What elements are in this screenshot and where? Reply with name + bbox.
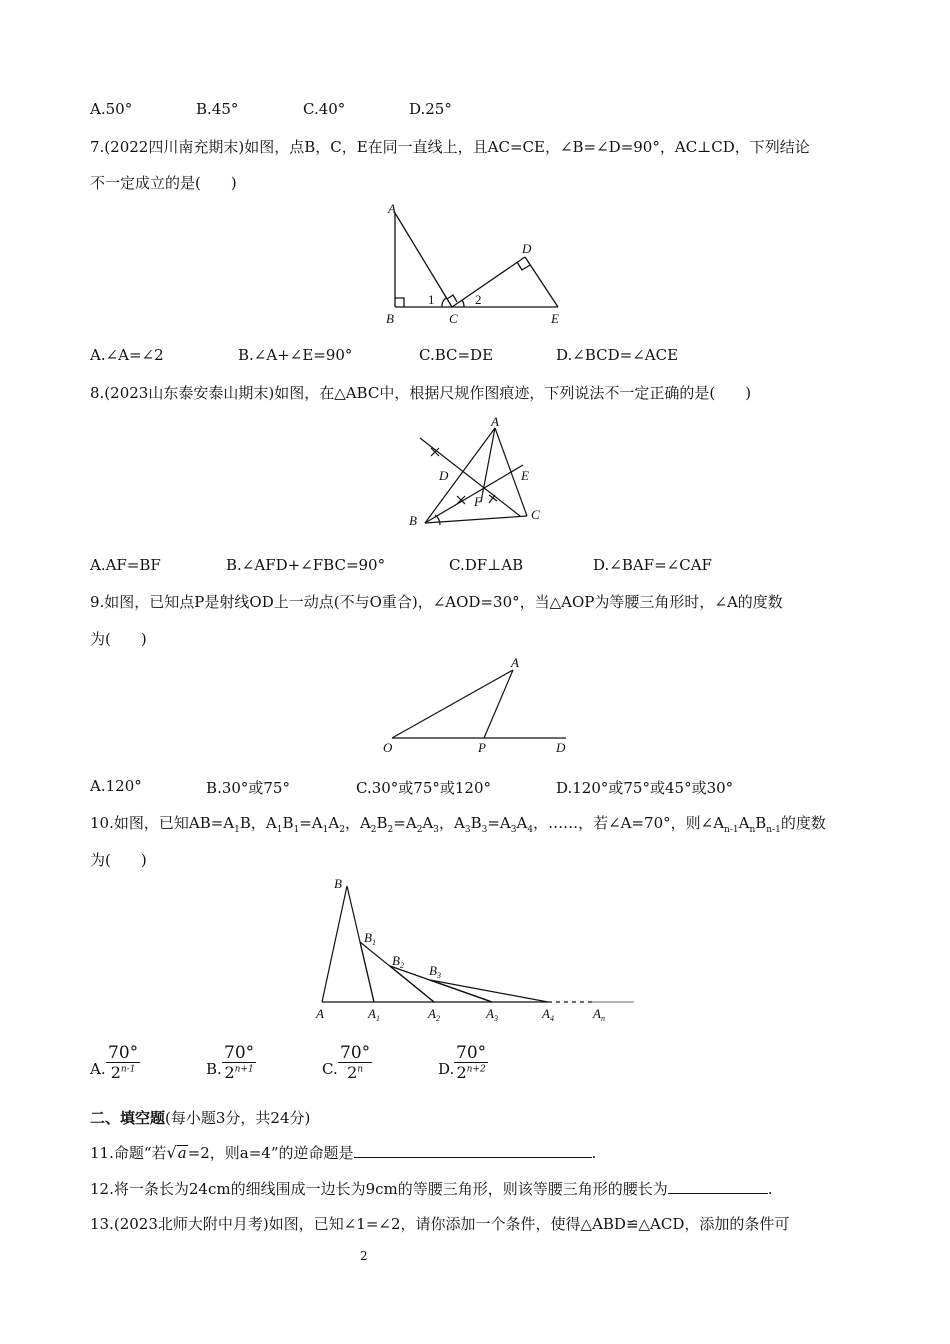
q9-option-d: D.120°或75°或45°或30° <box>556 779 734 797</box>
q7-option-c: C.BC=DE <box>419 346 494 364</box>
q10-option-a-prefix: A. <box>90 1060 106 1078</box>
q8-label-f: F <box>474 494 482 509</box>
q10-stem-line1: 10.如图，已知$AB=A_1B$，$A_1B_1=A_1A_2$，$A_2B_2=A_2A_3$，$A_3B_3=A_3A_4$，……，若∠A=70°，则$\angle A_{n-1}A_nB_{n-1}$的度数 <box>90 814 826 835</box>
q6-option-b: B.45° <box>196 100 239 118</box>
page-number: 2 <box>360 1249 368 1263</box>
q6-option-c: C.40° <box>303 100 346 118</box>
q10-label-a4: $A_4$ <box>542 1006 554 1023</box>
q7-label-angle2: 2 <box>475 292 482 307</box>
q12: 12.将一条长为24cm的细线围成一边长为9cm的等腰三角形，则该等腰三角形的腰长为 . <box>90 1180 773 1198</box>
q12-answer-blank[interactable] <box>668 1179 768 1194</box>
q10-figure <box>312 874 642 1024</box>
q8-label-d: D <box>439 468 449 483</box>
q7-stem-line2: 不一定成立的是( ) <box>90 174 237 192</box>
q10-label-an: $A_n$ <box>593 1006 605 1023</box>
q9-option-b: B.30°或75° <box>206 779 290 797</box>
q8-label-c: C <box>531 507 540 522</box>
q9-option-a: A.120° <box>90 777 142 795</box>
q8-option-c: C.DF⊥AB <box>449 556 524 574</box>
q8-option-d: D.∠BAF=∠CAF <box>593 556 712 574</box>
q10-label-b2: $B_2$ <box>392 953 404 970</box>
q7-label-c: C <box>449 311 458 326</box>
q10-option-d-fraction: $\frac{70^\circ}{2^{n+2}}$ <box>456 1043 487 1082</box>
q7-stem-line1: 7.(2022四川南充期末)如图，点B，C，E在同一直线上，且AC=CE，∠B=∠D=90°，AC⊥CD，下列结论 <box>90 138 810 156</box>
q10-option-c-fraction: $\frac{70^\circ}{2^n}$ <box>340 1043 371 1082</box>
q10-option-c-prefix: C. <box>322 1060 338 1078</box>
q6-option-d: D.25° <box>409 100 452 118</box>
q10-option-b-fraction: $\frac{70^\circ}{2^{n+1}}$ <box>224 1043 255 1082</box>
q7-figure <box>380 195 570 330</box>
q8-figure <box>405 414 555 533</box>
q7-label-b: B <box>386 311 394 326</box>
q7-option-a: A.∠A=∠2 <box>90 346 164 364</box>
q7-label-d: D <box>522 241 532 256</box>
q10-label-b1: $B_1$ <box>364 930 376 947</box>
q11: 11.命题“若√a=2，则a=4”的逆命题是 . <box>90 1143 597 1162</box>
q9-label-o: O <box>383 740 393 755</box>
q6-option-a: A.50° <box>90 100 133 118</box>
q9-label-p: P <box>478 740 486 755</box>
q8-stem: 8.(2023山东泰安泰山期末)如图，在△ABC中，根据尺规作图痕迹，下列说法不一定正确的是( ) <box>90 384 752 402</box>
section-2-heading: 二、填空题(每小题3分，共24分) <box>90 1109 311 1127</box>
q8-label-b: B <box>409 513 417 528</box>
q8-label-a: A <box>491 414 499 429</box>
q11-answer-blank[interactable] <box>354 1143 592 1158</box>
q10-label-a: A <box>316 1006 324 1021</box>
q8-option-b: B.∠AFD+∠FBC=90° <box>226 556 386 574</box>
q10-label-a3: $A_3$ <box>486 1006 498 1023</box>
q9-label-d: D <box>556 740 566 755</box>
q9-stem-line1: 9.如图，已知点P是射线OD上一动点(不与O重合)，∠AOD=30°，当△AOP为等腰三角形时，∠A的度数 <box>90 593 783 611</box>
q10-option-b-prefix: B. <box>206 1060 222 1078</box>
q10-label-a2: $A_2$ <box>428 1006 440 1023</box>
q10-label-a1: $A_1$ <box>368 1006 380 1023</box>
q10-stem-line2: 为( ) <box>90 851 147 869</box>
q7-label-a: A <box>388 201 396 216</box>
q10-label-b3: $B_3$ <box>429 963 441 980</box>
q7-option-b: B.∠A+∠E=90° <box>238 346 353 364</box>
q7-label-e: E <box>551 311 559 326</box>
q10-option-a-fraction: $\frac{70^\circ}{2^{n-1}}$ <box>108 1043 139 1082</box>
q7-label-angle1: 1 <box>428 292 435 307</box>
q9-option-c: C.30°或75°或120° <box>356 779 492 797</box>
q13: 13.(2023北师大附中月考)如图，已知∠1=∠2，请你添加一个条件，使得△ABD≌△ACD，添加的条件可 <box>90 1215 790 1233</box>
q8-option-a: A.AF=BF <box>90 556 161 574</box>
q7-option-d: D.∠BCD=∠ACE <box>556 346 679 364</box>
q10-label-b: B <box>334 876 342 891</box>
q9-label-a: A <box>511 655 519 670</box>
q9-figure <box>380 655 580 755</box>
q9-stem-line2: 为( ) <box>90 630 147 648</box>
q8-label-e: E <box>521 468 529 483</box>
q10-option-d-prefix: D. <box>438 1060 455 1078</box>
